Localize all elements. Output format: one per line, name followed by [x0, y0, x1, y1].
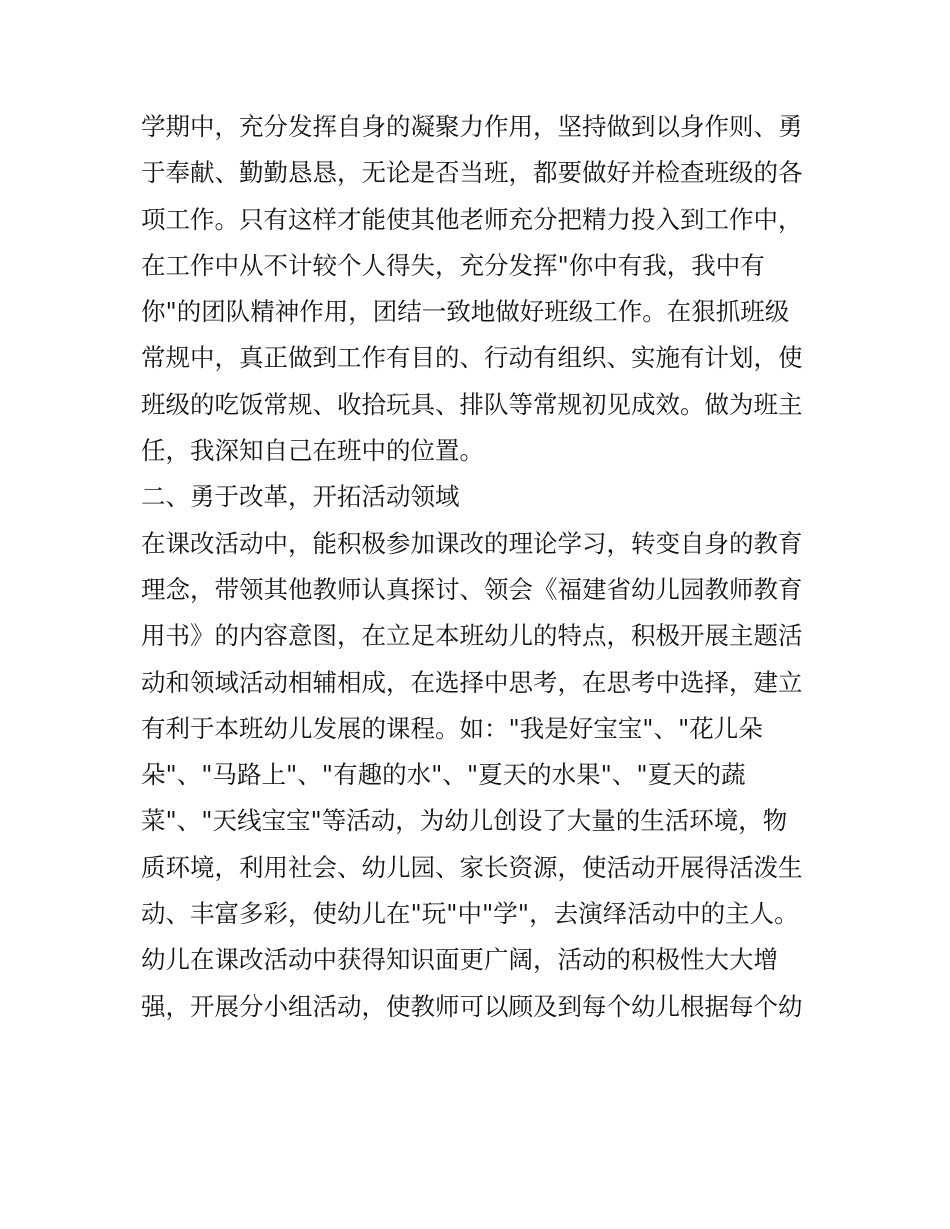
text-line: 用书》的内容意图，在立足本班幼儿的特点，积极开展主题活 — [141, 621, 803, 651]
section-heading: 二、勇于改革，开拓活动领域 — [141, 482, 460, 512]
text-line: 菜"、"天线宝宝"等活动，为幼儿创设了大量的生活环境，物 — [141, 806, 788, 836]
text-line: 幼儿在课改活动中获得知识面更广阔，活动的积极性大大增 — [141, 945, 778, 975]
text-line: 质环境，利用社会、幼儿园、家长资源，使活动开展得活泼生 — [141, 852, 803, 882]
text-line: 于奉献、勤勤恳恳，无论是否当班，都要做好并检查班级的各 — [141, 158, 803, 188]
text-line: 有利于本班幼儿发展的课程。如："我是好宝宝"、"花儿朵 — [141, 713, 763, 743]
text-line: 朵"、"马路上"、"有趣的水"、"夏天的水果"、"夏天的蔬 — [141, 760, 746, 790]
body-text — [141, 104, 831, 1030]
text-line: 任，我深知自己在班中的位置。 — [141, 436, 484, 466]
text-line: 班级的吃饭常规、收拾玩具、排队等常规初见成效。做为班主 — [141, 389, 803, 419]
text-line: 理念，带领其他教师认真探讨、领会《福建省幼儿园教师教育 — [141, 574, 803, 604]
text-line: 在工作中从不计较个人得失，充分发挥"你中有我，我中有 — [141, 250, 765, 280]
text-line: 动、丰富多彩，使幼儿在"玩"中"学"，去演绎活动中的主人。 — [141, 899, 799, 929]
text-line: 你"的团队精神作用，团结一致地做好班级工作。在狠抓班级 — [141, 297, 790, 327]
text-line: 项工作。只有这样才能使其他老师充分把精力投入到工作中， — [141, 204, 803, 234]
text-line: 学期中，充分发挥自身的凝聚力作用，坚持做到以身作则、勇 — [141, 112, 803, 141]
text-line: 在课改活动中，能积极参加课改的理论学习，转变自身的教育 — [141, 528, 803, 558]
text-line: 常规中，真正做到工作有目的、行动有组织、实施有计划，使 — [141, 343, 803, 373]
text-line: 强，开展分小组活动，使教师可以顾及到每个幼儿根据每个幼 — [141, 991, 803, 1021]
text-line: 动和领域活动相辅相成，在选择中思考，在思考中选择，建立 — [141, 667, 803, 697]
